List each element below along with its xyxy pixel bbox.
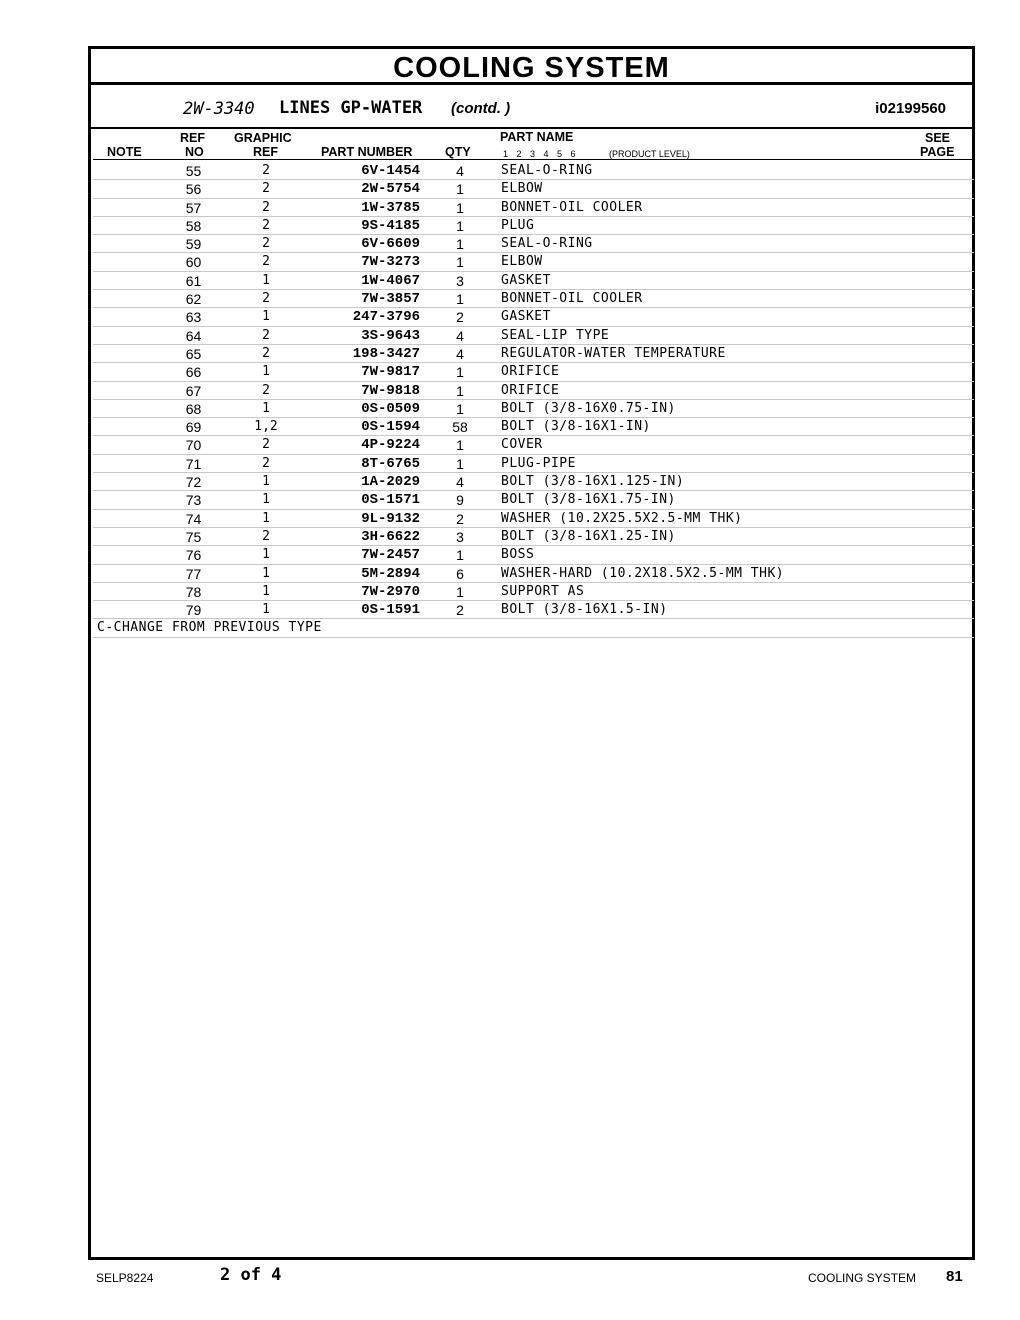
part-number: 5M-2894 <box>361 565 420 582</box>
table-row <box>93 308 974 326</box>
table-row <box>93 436 974 454</box>
part-name: GASKET <box>501 309 551 325</box>
part-number: 7W-9817 <box>361 364 420 381</box>
part-name: SEAL-O-RING <box>501 163 593 178</box>
part-name: SEAL-LIP TYPE <box>501 327 610 343</box>
change-note-row <box>93 619 974 637</box>
header-ref-line2: NO <box>185 145 204 159</box>
ref-number: 56 <box>185 181 202 198</box>
quantity: 4 <box>456 327 464 344</box>
ref-number: 59 <box>185 236 202 253</box>
quantity: 1 <box>456 199 464 216</box>
part-number: 7W-3857 <box>361 291 420 308</box>
part-number: 7W-2457 <box>361 547 420 564</box>
header-note: NOTE <box>107 145 142 159</box>
part-name: BOLT (3/8-16X1.5-IN) <box>501 602 668 618</box>
table-row <box>93 363 974 381</box>
graphic-ref: 2 <box>262 437 270 453</box>
part-name: PLUG <box>501 217 535 233</box>
graphic-ref: 1 <box>262 492 270 508</box>
ref-number: 74 <box>185 510 202 527</box>
part-number: 2W-5754 <box>361 181 420 198</box>
graphic-ref: 2 <box>262 236 270 252</box>
quantity: 1 <box>456 291 464 308</box>
table-row <box>93 217 974 235</box>
part-name: BOLT (3/8-16X1.25-IN) <box>501 528 676 544</box>
part-number: 0S-1594 <box>361 419 420 436</box>
graphic-ref: 1 <box>262 309 270 325</box>
quantity: 1 <box>456 382 464 399</box>
group-name: LINES GP-WATER <box>279 98 423 118</box>
part-name: BOSS <box>501 547 535 563</box>
part-name: BOLT (3/8-16X0.75-IN) <box>501 400 676 416</box>
quantity: 6 <box>456 565 464 582</box>
table-row <box>93 565 974 583</box>
part-name: BONNET-OIL COOLER <box>501 291 643 307</box>
part-number: 6V-1454 <box>361 163 420 179</box>
part-name: GASKET <box>501 272 551 288</box>
parts-page-frame <box>88 46 975 1260</box>
footer-section: COOLING SYSTEM <box>808 1271 917 1285</box>
graphic-ref: 2 <box>262 345 270 361</box>
ref-number: 75 <box>185 528 202 545</box>
quantity: 4 <box>456 345 464 362</box>
graphic-ref: 1 <box>262 565 270 581</box>
quantity: 1 <box>456 254 464 271</box>
graphic-ref: 1 <box>262 400 270 416</box>
illustration-id: i02199560 <box>875 100 946 117</box>
quantity: 1 <box>456 547 464 564</box>
ref-number: 77 <box>185 565 202 582</box>
graphic-ref: 2 <box>262 327 270 343</box>
table-row <box>93 345 974 363</box>
ref-number: 63 <box>185 309 202 326</box>
group-heading <box>91 85 972 129</box>
table-row <box>93 290 974 308</box>
graphic-ref: 1 <box>262 510 270 526</box>
part-name: SEAL-O-RING <box>501 236 593 252</box>
parts-list <box>93 162 974 638</box>
part-number: 1A-2029 <box>361 474 420 491</box>
quantity: 3 <box>456 528 464 545</box>
table-row <box>93 199 974 217</box>
table-row <box>93 601 974 619</box>
header-ref-line1: REF <box>180 131 205 145</box>
graphic-ref: 1 <box>262 583 270 599</box>
ref-number: 67 <box>185 382 202 399</box>
graphic-ref: 2 <box>262 254 270 270</box>
table-row <box>93 272 974 290</box>
graphic-ref: 2 <box>262 291 270 307</box>
part-number: 4P-9224 <box>361 437 420 454</box>
quantity: 1 <box>456 217 464 234</box>
quantity: 1 <box>456 583 464 600</box>
graphic-ref: 2 <box>262 528 270 544</box>
part-name: ELBOW <box>501 254 543 270</box>
part-name: ORIFICE <box>501 364 560 380</box>
quantity: 4 <box>456 163 464 179</box>
graphic-ref: 1 <box>262 364 270 380</box>
part-name: BOLT (3/8-16X1-IN) <box>501 419 651 435</box>
quantity: 1 <box>456 437 464 454</box>
ref-number: 79 <box>185 602 202 619</box>
quantity: 1 <box>456 400 464 417</box>
table-row <box>93 473 974 491</box>
graphic-ref: 2 <box>262 455 270 471</box>
ref-number: 62 <box>185 291 202 308</box>
part-name: SUPPORT AS <box>501 583 585 599</box>
footer-doc-number: SELP8224 <box>96 1271 154 1285</box>
quantity: 4 <box>456 474 464 491</box>
graphic-ref: 1 <box>262 547 270 563</box>
ref-number: 71 <box>185 455 202 472</box>
part-number: 198-3427 <box>352 345 420 362</box>
graphic-ref: 1 <box>262 474 270 490</box>
graphic-ref: 1,2 <box>254 419 278 435</box>
part-number: 1W-3785 <box>361 199 420 216</box>
table-row <box>93 162 974 180</box>
part-name: PLUG-PIPE <box>501 455 576 471</box>
part-number: 9S-4185 <box>361 217 420 234</box>
table-row <box>93 400 974 418</box>
header-see-line2: PAGE <box>920 145 955 159</box>
part-name: BONNET-OIL COOLER <box>501 199 643 215</box>
table-row <box>93 253 974 271</box>
quantity: 1 <box>456 455 464 472</box>
page-footer <box>0 1262 1020 1302</box>
ref-number: 57 <box>185 199 202 216</box>
table-row <box>93 382 974 400</box>
graphic-ref: 2 <box>262 163 270 178</box>
ref-number: 72 <box>185 474 202 491</box>
part-number: 0S-0509 <box>361 400 420 417</box>
ref-number: 70 <box>185 437 202 454</box>
table-row <box>93 180 974 198</box>
part-name: ELBOW <box>501 181 543 197</box>
graphic-ref: 2 <box>262 217 270 233</box>
table-row <box>93 528 974 546</box>
header-part-number: PART NUMBER <box>321 145 413 159</box>
graphic-ref: 1 <box>262 602 270 618</box>
table-row <box>93 510 974 528</box>
ref-number: 60 <box>185 254 202 271</box>
quantity: 2 <box>456 309 464 326</box>
header-see-line1: SEE <box>925 131 951 145</box>
part-name: ORIFICE <box>501 382 560 398</box>
part-number: 8T-6765 <box>361 455 420 472</box>
header-graphic-line1: GRAPHIC <box>234 131 292 145</box>
part-number: 1W-4067 <box>361 272 420 289</box>
part-number: 9L-9132 <box>361 510 420 527</box>
group-continued-label: (contd. ) <box>451 100 511 117</box>
table-row <box>93 455 974 473</box>
quantity: 1 <box>456 364 464 381</box>
footer-page-number: 81 <box>946 1268 963 1285</box>
part-number: 7W-2970 <box>361 583 420 600</box>
ref-number: 55 <box>185 163 202 179</box>
part-number: 3H-6622 <box>361 528 420 545</box>
ref-number: 66 <box>185 364 202 381</box>
part-name: REGULATOR-WATER TEMPERATURE <box>501 345 726 361</box>
table-header <box>93 129 974 160</box>
ref-number: 58 <box>185 217 202 234</box>
ref-number: 68 <box>185 400 202 417</box>
ref-number: 64 <box>185 327 202 344</box>
ref-number: 76 <box>185 547 202 564</box>
ref-number: 65 <box>185 345 202 362</box>
graphic-ref: 2 <box>262 199 270 215</box>
part-number: 247-3796 <box>352 309 420 326</box>
part-number: 7W-9818 <box>361 382 420 399</box>
ref-number: 78 <box>185 583 202 600</box>
header-part-name: PART NAME <box>500 130 574 144</box>
table-row <box>93 546 974 564</box>
table-row <box>93 418 974 436</box>
quantity: 58 <box>452 419 468 436</box>
table-row <box>93 583 974 601</box>
ref-number: 69 <box>185 419 202 436</box>
part-number: 0S-1591 <box>361 602 420 619</box>
quantity: 1 <box>456 236 464 253</box>
part-number: 6V-6609 <box>361 236 420 253</box>
quantity: 2 <box>456 510 464 527</box>
ref-number: 61 <box>185 272 202 289</box>
table-row <box>93 235 974 253</box>
part-name: BOLT (3/8-16X1.75-IN) <box>501 492 676 508</box>
table-row <box>93 327 974 345</box>
part-name: BOLT (3/8-16X1.125-IN) <box>501 474 685 490</box>
header-graphic-line2: REF <box>253 145 278 159</box>
header-qty: QTY <box>445 145 471 159</box>
part-name: COVER <box>501 437 543 453</box>
part-name: WASHER-HARD (10.2X18.5X2.5-MM THK) <box>501 565 785 581</box>
header-product-levels: 1 2 3 4 5 6 <box>503 149 576 159</box>
page-title: COOLING SYSTEM <box>91 49 972 85</box>
part-name: WASHER (10.2X25.5X2.5-MM THK) <box>501 510 743 526</box>
group-number: 2W-3340 <box>183 99 255 119</box>
quantity: 3 <box>456 272 464 289</box>
quantity: 9 <box>456 492 464 509</box>
footer-page-of: 2 of 4 <box>220 1265 282 1285</box>
graphic-ref: 2 <box>262 382 270 398</box>
ref-number: 73 <box>185 492 202 509</box>
quantity: 2 <box>456 602 464 619</box>
quantity: 1 <box>456 181 464 198</box>
table-row <box>93 491 974 509</box>
part-number: 0S-1571 <box>361 492 420 509</box>
part-number: 7W-3273 <box>361 254 420 271</box>
change-note: C-CHANGE FROM PREVIOUS TYPE <box>97 620 322 636</box>
part-number: 3S-9643 <box>361 327 420 344</box>
graphic-ref: 2 <box>262 181 270 197</box>
header-product-level-label: (PRODUCT LEVEL) <box>609 149 690 159</box>
graphic-ref: 1 <box>262 272 270 288</box>
